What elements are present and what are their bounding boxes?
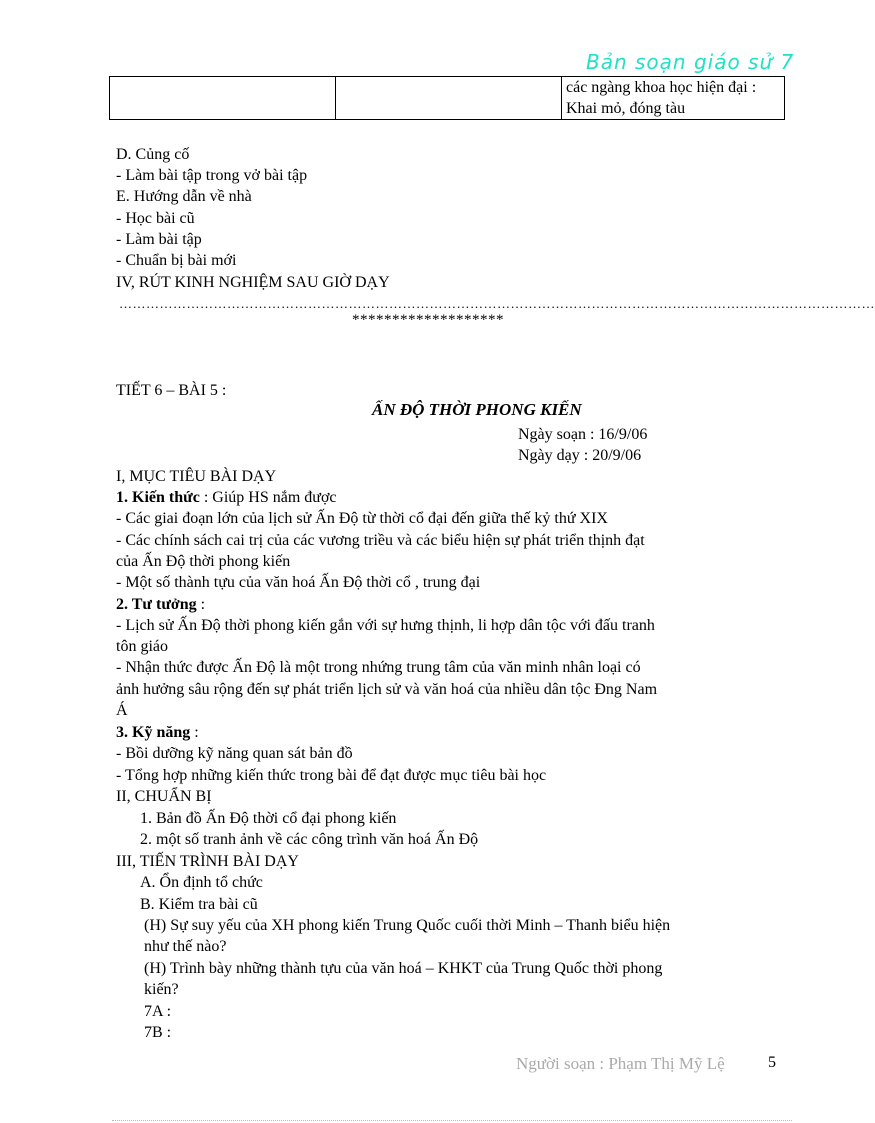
section-muc-tieu: I, MỤC TIÊU BÀI DẠY xyxy=(116,468,277,485)
section-rut-kinh-nghiem: IV, RÚT KINH NGHIỆM SAU GIỜ DẠY xyxy=(116,274,390,291)
chuan-bi-item: 1. Bản đồ Ấn Độ thời cổ đại phong kiến xyxy=(140,810,397,827)
tu-tuong-label: 2. Tư tưởng xyxy=(116,596,197,613)
huong-dan-item: - Làm bài tập xyxy=(116,231,202,248)
tu-tuong-item-cont: Á xyxy=(116,702,128,719)
dotted-separator: …………………………………………………………………………………………………………………………………………………… xyxy=(119,296,875,311)
ky-nang-item: - Tổng hợp những kiến thức trong bài để đạt được mục tiêu bài học xyxy=(116,767,547,784)
tu-tuong-item: - Nhận thức được Ấn Độ là một trong nhứng trung tâm của văn minh nhân loại có xyxy=(116,659,641,676)
page-number: 5 xyxy=(768,1054,776,1071)
lesson-title: ẤN ĐỘ THỜI PHONG KIẾN xyxy=(372,400,582,419)
tu-tuong-rest: : xyxy=(196,596,206,613)
kien-thuc-label: 1. Kiến thức xyxy=(116,489,200,506)
kien-thuc-item-cont: của Ấn Độ thời phong kiến xyxy=(116,553,291,570)
star-separator: ******************* xyxy=(352,312,504,328)
table-cell-2 xyxy=(336,77,562,120)
ngay-soan: Ngày soạn : 16/9/06 xyxy=(518,426,648,443)
kien-thuc-item: - Một số thành tựu của văn hoá Ấn Độ thời cổ , trung đại xyxy=(116,574,481,591)
question-1-cont: như thế nào? xyxy=(144,938,227,955)
question-1: (H) Sự suy yếu của XH phong kiến Trung Quốc cuối thời Minh – Thanh biểu hiện xyxy=(144,917,671,934)
class-7b: 7B : xyxy=(144,1024,172,1041)
table-cell-1 xyxy=(110,77,336,120)
header-watermark: Bản soạn giáo sử 7 xyxy=(586,50,795,74)
tu-tuong-item: - Lịch sử Ấn Độ thời phong kiến gắn với sự hưng thịnh, li hợp dân tộc với đấu tranh xyxy=(116,617,655,634)
tien-trinh-item: B. Kiểm tra bài cũ xyxy=(140,896,258,913)
tu-tuong-heading xyxy=(116,594,205,615)
kien-thuc-heading xyxy=(116,487,337,508)
footer-divider xyxy=(112,1120,792,1121)
section-huong-dan: E. Hướng dẫn về nhà xyxy=(116,188,252,205)
tu-tuong-item-cont: tôn giáo xyxy=(116,638,168,655)
ky-nang-label: 3. Kỹ năng xyxy=(116,724,191,741)
footer-author: Người soạn : Phạm Thị Mỹ Lệ xyxy=(516,1054,725,1073)
ngay-day: Ngày dạy : 20/9/06 xyxy=(518,447,642,464)
kien-thuc-rest: : Giúp HS nắm được xyxy=(199,489,337,506)
question-2-cont: kiến? xyxy=(144,981,179,998)
tien-trinh-item: A. Ổn định tổ chức xyxy=(140,874,263,891)
kien-thuc-item: - Các chính sách cai trị của các vương triều và các biểu hiện sự phát triển thịnh đạt xyxy=(116,532,645,549)
ky-nang-heading xyxy=(116,722,199,743)
question-2: (H) Trình bày những thành tựu của văn hoá – KHKT của Trung Quốc thời phong xyxy=(144,960,663,977)
cung-co-item: - Làm bài tập trong vở bài tập xyxy=(116,167,308,184)
huong-dan-item: - Học bài cũ xyxy=(116,210,195,227)
section-chuan-bi: II, CHUẨN BỊ xyxy=(116,788,212,805)
ky-nang-rest: : xyxy=(190,724,199,741)
huong-dan-item: - Chuẩn bị bài mới xyxy=(116,252,237,269)
kien-thuc-item: - Các giai đoạn lớn của lịch sử Ấn Độ từ thời cổ đại đến giữa thế kỷ thứ XIX xyxy=(116,510,608,527)
chuan-bi-item: 2. một số tranh ảnh về các công trình văn hoá Ấn Độ xyxy=(140,831,479,848)
class-7a: 7A : xyxy=(144,1003,172,1020)
table-cell-3: các ngàng khoa học hiện đại : Khai mỏ, đóng tàu xyxy=(562,77,785,120)
tu-tuong-item-cont: ảnh hưởng sâu rộng đến sự phát triển lịch sử và văn hoá của nhiều dân tộc Đng Nam xyxy=(116,681,658,698)
continuation-table xyxy=(109,76,785,120)
ky-nang-item: - Bồi dưỡng kỹ năng quan sát bản đồ xyxy=(116,745,353,762)
section-cung-co: D. Củng cố xyxy=(116,146,190,163)
lesson-heading: TIẾT 6 – BÀI 5 : xyxy=(116,382,227,399)
section-tien-trinh: III, TIẾN TRÌNH BÀI DẠY xyxy=(116,853,299,870)
